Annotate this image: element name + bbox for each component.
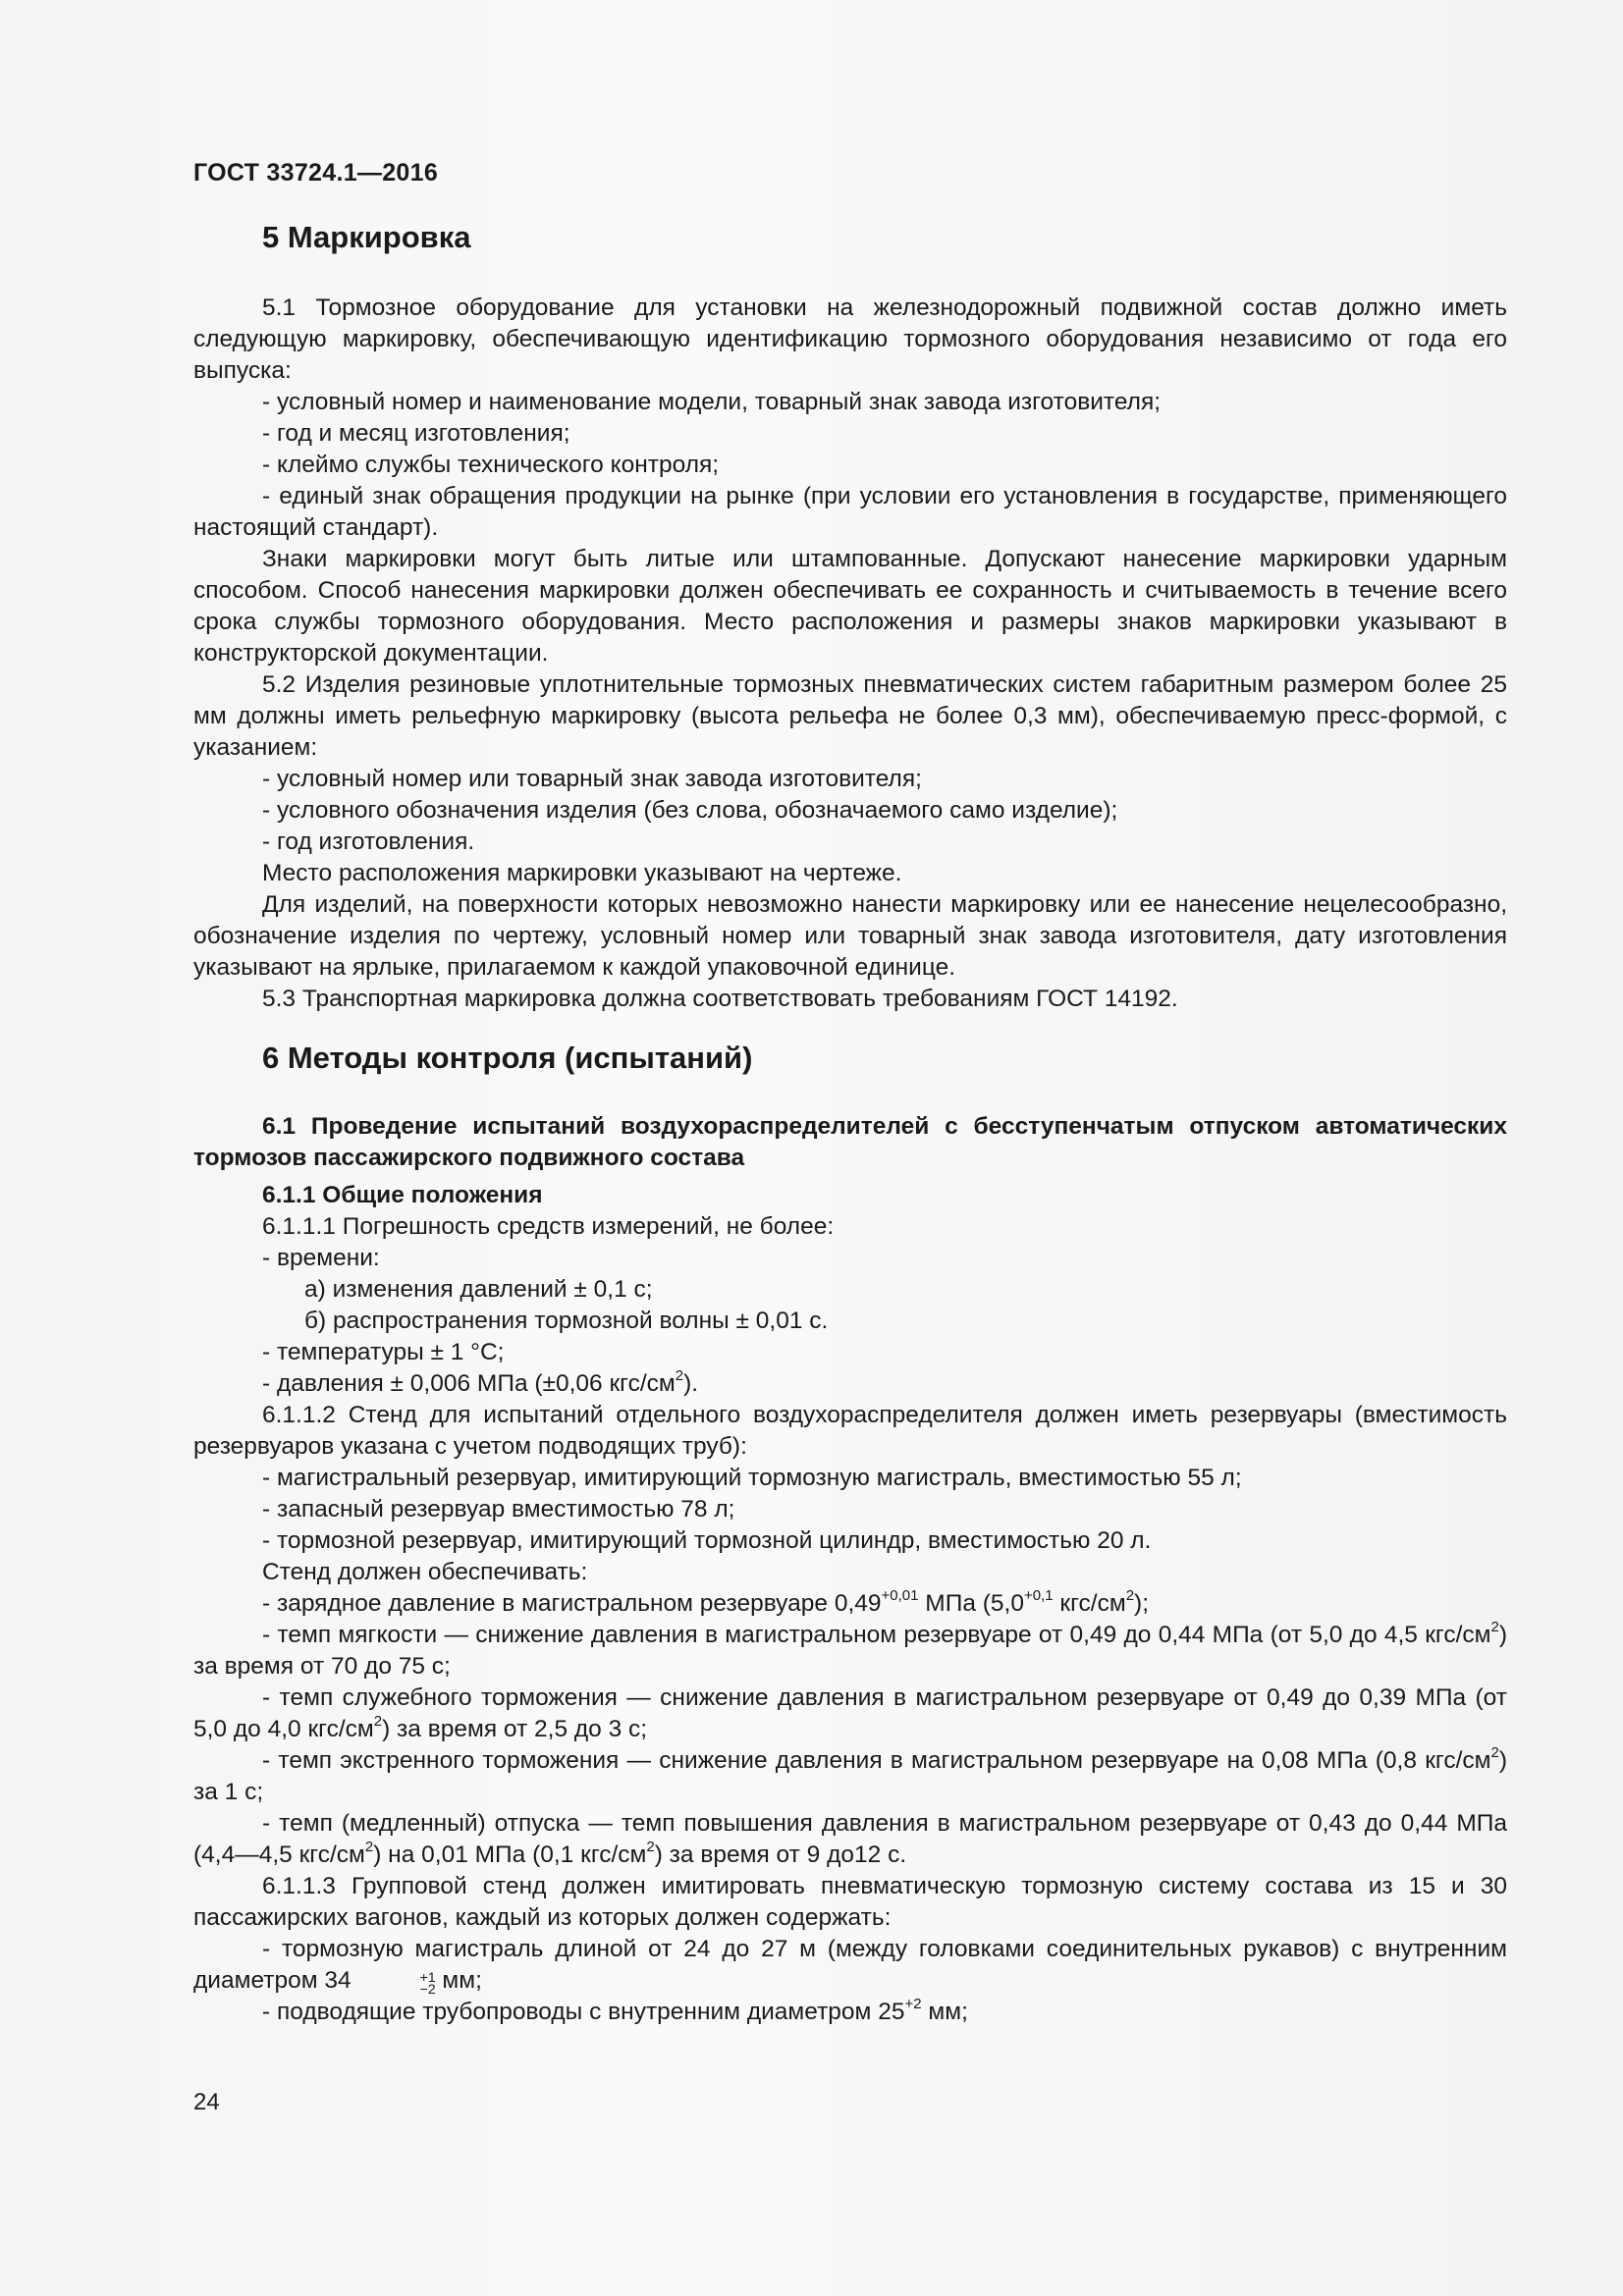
- paragraph-6-1-1-3: 6.1.1.3 Групповой стенд должен имитировать пневматическую тормозную систему состава из 15 и 30 пассажирских вагонов, каждый из которых должен содержать:: [193, 1873, 1507, 1931]
- list-item: - подводящие трубопроводы с внутренним диаметром $25^{+2}$ мм;: [262, 1995, 968, 2025]
- list-item: - темп служебного торможения — снижение давления в магистральном резервуаре от 0,49 до 0,39 МПа (от 5,0 до 4,0 кгс/$см^2$) за время от 2,5 до 3 с;: [193, 1684, 1507, 1742]
- list-subitem: а) изменения давлений ± 0,1 с;: [304, 1276, 653, 1303]
- paragraph-6-1-1-1: 6.1.1.1 Погрешность средств измерений, не более:: [262, 1213, 835, 1240]
- list-item: - тормозную магистраль длиной от 24 до 27 м (между головками соединительных рукавов) с внутренним диаметром 34 +1 −2 мм;: [193, 1936, 1507, 1997]
- tolerance-fraction: +1 −2: [419, 1969, 436, 1997]
- paragraph-5-3: 5.3 Транспортная маркировка должна соответствовать требованиям ГОСТ 14192.: [262, 986, 1178, 1012]
- list-item: - темп мягкости — снижение давления в магистральном резервуаре от 0,49 до 0,44 МПа (от 5,0 до 4,5 кгс/$см^2$) за время от 70 до 75 с;: [193, 1618, 1507, 1680]
- list-item: - магистральный резервуар, имитирующий тормозную магистраль, вместимостью 55 л;: [262, 1465, 1242, 1491]
- stand-requirements: Стенд должен обеспечивать:: [262, 1559, 588, 1585]
- subsection-6-1-title: 6.1 Проведение испытаний воздухораспределителей с бесступенчатым отпуском автоматических тормозов пассажирского подвижного состава: [193, 1113, 1507, 1171]
- paragraph-5-2-location: Место расположения маркировки указывают на чертеже.: [262, 860, 902, 886]
- list-item: - условного обозначения изделия (без слова, обозначаемого само изделие);: [262, 797, 1118, 824]
- list-item: - темп (медленный) отпуска — темп повышения давления в магистральном резервуаре от 0,43 до 0,44 МПа (4,4—4,5 кгс/$см^2$) на 0,01 МПа (0,1 кгс/$см^2$) за время от 9 до12 с.: [193, 1810, 1507, 1868]
- list-item: - запасный резервуар вместимостью 78 л;: [262, 1496, 735, 1522]
- list-item: - условный номер или товарный знак завода изготовителя;: [262, 766, 922, 792]
- list-item: - единый знак обращения продукции на рынке (при условии его установления в государстве, применяющего настоящий стандарт).: [193, 483, 1507, 541]
- list-item: - зарядное давление в магистральном резервуаре $0,49^{+0,01}$ МПа ($5,0^{+0,1}$ кгс/$см^2$);: [262, 1586, 1149, 1617]
- list-item: - тормозной резервуар, имитирующий тормозной цилиндр, вместимостью 20 л.: [262, 1527, 1152, 1554]
- list-item: - давления ± 0,006 МПа (±0,06 кгс/$см^2$).: [262, 1366, 699, 1397]
- list-item: - температуры ± 1 °С;: [262, 1339, 505, 1365]
- paragraph-5-2: 5.2 Изделия резиновые уплотнительные тормозных пневматических систем габаритным размером более 25 мм должны иметь рельефную маркировку (высота рельефа не более 0,3 мм), обеспечиваемую пресс-формой, с указанием:: [193, 671, 1507, 761]
- page-content: [193, 157, 1507, 2028]
- list-item: - условный номер и наименование модели, товарный знак завода изготовителя;: [262, 389, 1162, 415]
- document-id-header: ГОСТ 33724.1—2016: [193, 159, 439, 187]
- paragraph-6-1-1-2: 6.1.1.2 Стенд для испытаний отдельного воздухораспределителя должен иметь резервуары (вместимость резервуаров указана с учетом подводящих труб):: [193, 1402, 1507, 1460]
- section-5-title: 5 Маркировка: [262, 220, 471, 254]
- subsection-6-1-1-title: 6.1.1 Общие положения: [262, 1182, 543, 1208]
- paragraph-5-1-marking: Знаки маркировки могут быть литые или штампованные. Допускают нанесение маркировки ударным способом. Способ нанесения маркировки должен обеспечивать ее сохранность и считываемость в течение всего срока службы тормозного оборудования. Место расположения и размеры знаков маркировки указывают в конструкторской документации.: [193, 546, 1507, 667]
- paragraph-5-1: 5.1 Тормозное оборудование для установки на железнодорожный подвижной состав должно иметь следующую маркировку, обеспечивающую идентификацию тормозного оборудования независимо от года его выпуска:: [193, 294, 1507, 384]
- list-item: - год и месяц изготовления;: [262, 420, 570, 447]
- list-item: - времени:: [262, 1245, 380, 1271]
- page-number: 24: [193, 2089, 220, 2115]
- paragraph-5-2-label: Для изделий, на поверхности которых невозможно нанести маркировку или ее нанесение нецелесообразно, обозначение изделия по чертежу, условный номер или товарный знак завода изготовителя, дату изготовления указывают на ярлыке, прилагаемом к каждой упаковочной единице.: [193, 891, 1507, 981]
- list-item: - год изготовления.: [262, 828, 475, 855]
- list-subitem: б) распространения тормозной волны ± 0,01 с.: [304, 1308, 829, 1334]
- list-item: - темп экстренного торможения — снижение давления в магистральном резервуаре на 0,08 МПа (0,8 кгс/$см^2$) за 1 с;: [193, 1743, 1507, 1805]
- section-6-title: 6 Методы контроля (испытаний): [262, 1041, 753, 1075]
- list-item: - клеймо службы технического контроля;: [262, 452, 720, 478]
